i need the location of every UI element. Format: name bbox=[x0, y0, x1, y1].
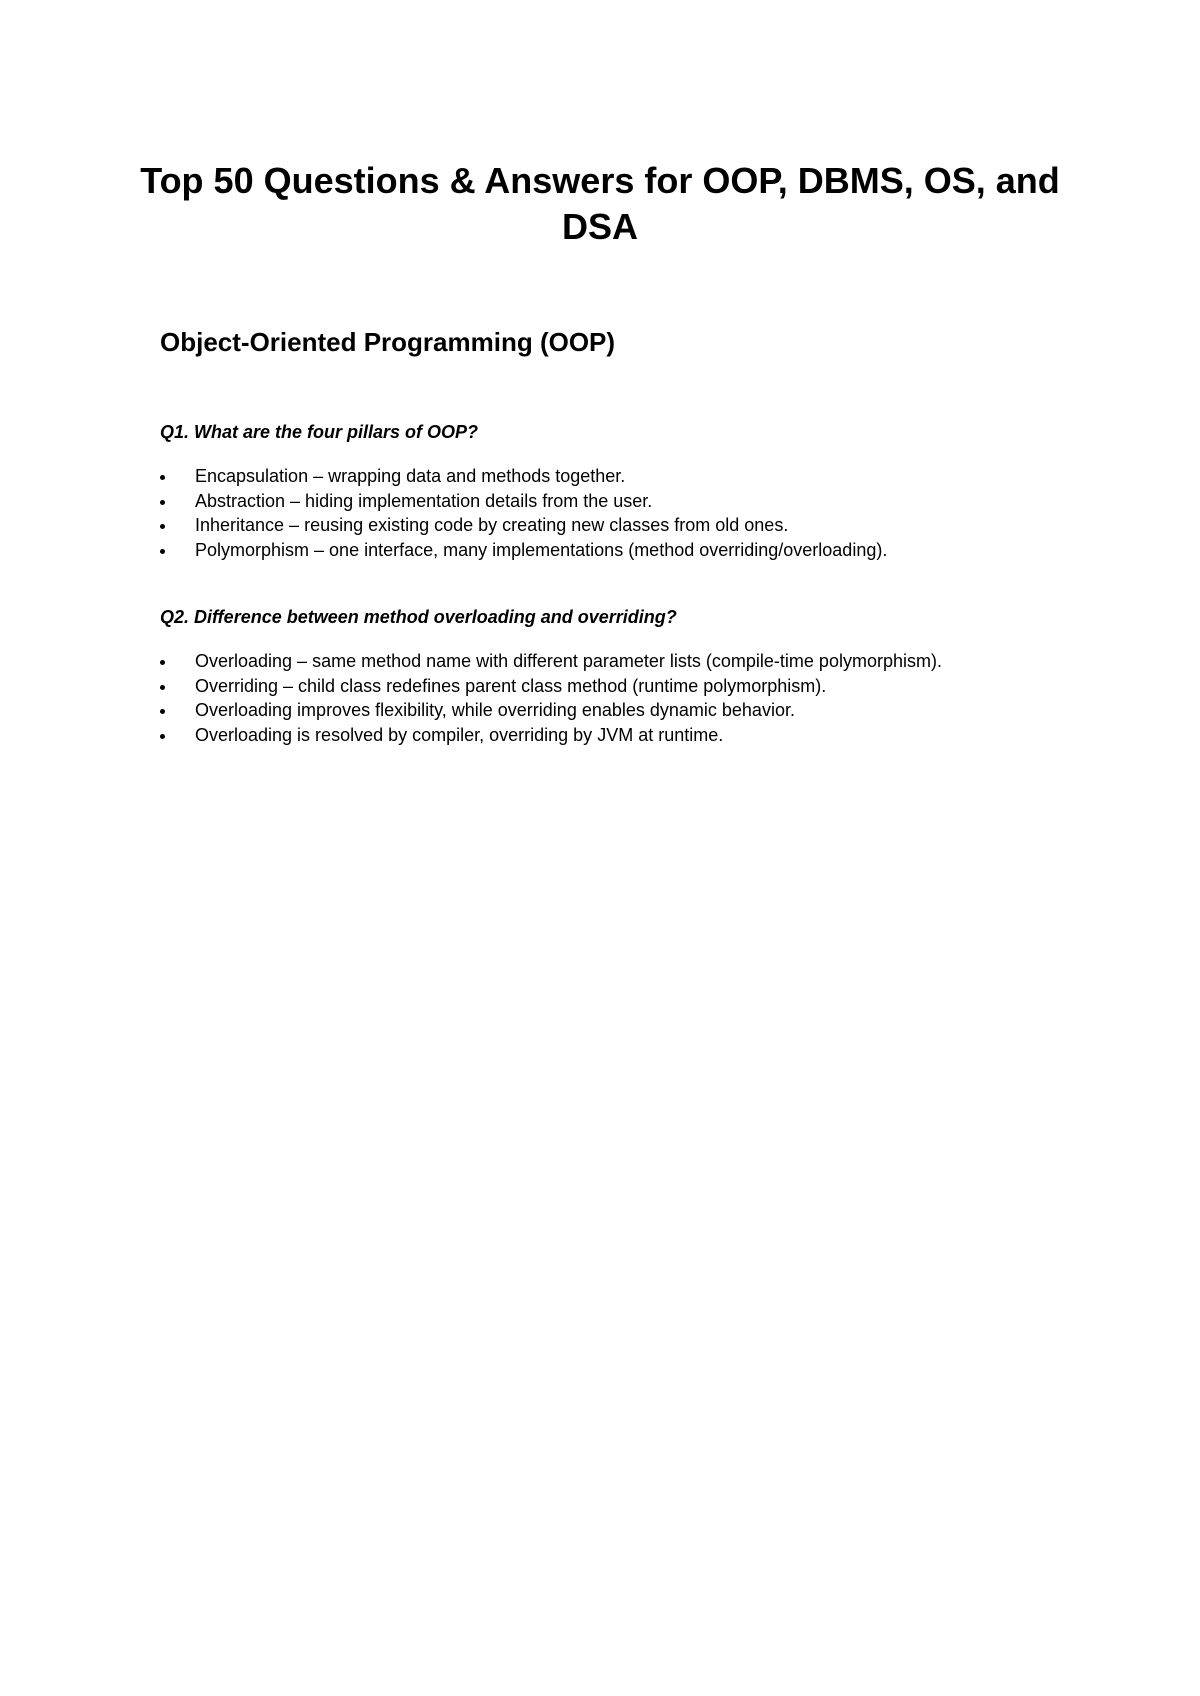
bullet-icon bbox=[160, 524, 165, 529]
list-item bbox=[160, 538, 887, 563]
question-q2: Q2. Difference between method overloading and overriding? bbox=[160, 607, 677, 627]
bullet-icon bbox=[160, 500, 165, 505]
list-item bbox=[160, 513, 887, 538]
bullet-icon bbox=[160, 549, 165, 554]
document-title: Top 50 Questions & Answers for OOP, DBMS, OS, and DSA bbox=[140, 160, 1060, 247]
answer-text: Overloading improves flexibility, while overriding enables dynamic behavior. bbox=[195, 700, 795, 720]
answer-list-q2 bbox=[160, 649, 942, 747]
list-item bbox=[160, 674, 942, 699]
list-item bbox=[160, 489, 887, 514]
answer-text: Overriding – child class redefines parent class method (runtime polymorphism). bbox=[195, 675, 827, 696]
bullet-icon bbox=[160, 734, 165, 739]
bullet-icon bbox=[160, 709, 165, 714]
list-item bbox=[160, 464, 887, 489]
question-q1: Q1. What are the four pillars of OOP? bbox=[160, 422, 479, 442]
answer-text: Abstraction – hiding implementation details from the user. bbox=[195, 490, 653, 511]
answer-list-q1 bbox=[160, 464, 887, 562]
list-item bbox=[160, 723, 942, 748]
answer-text: Inheritance – reusing existing code by creating new classes from old ones. bbox=[195, 515, 789, 535]
answer-text: Polymorphism – one interface, many implementations (method overriding/overloading). bbox=[195, 539, 888, 560]
bullet-icon bbox=[160, 685, 165, 690]
bullet-icon bbox=[160, 660, 165, 665]
section-heading-oop: Object-Oriented Programming (OOP) bbox=[160, 327, 616, 357]
answer-text: Overloading is resolved by compiler, overriding by JVM at runtime. bbox=[195, 724, 724, 745]
answer-text: Overloading – same method name with different parameter lists (compile-time polymorphism). bbox=[195, 651, 942, 671]
list-item bbox=[160, 649, 942, 674]
answer-text: Encapsulation – wrapping data and methods together. bbox=[195, 466, 626, 486]
list-item bbox=[160, 698, 942, 723]
bullet-icon bbox=[160, 475, 165, 480]
